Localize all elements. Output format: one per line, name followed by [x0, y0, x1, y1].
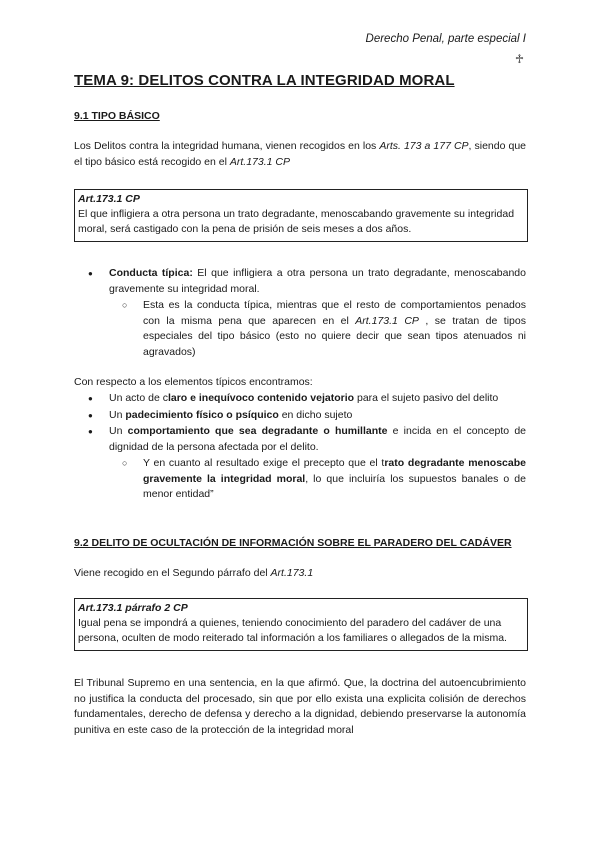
elements-list: [88, 391, 526, 504]
conducta-list: [88, 266, 526, 361]
list-item: ● Un acto de claro e inequívoco contenido vejatorio para el sujeto pasivo del delito: [88, 391, 526, 407]
closing-paragraph: El Tribunal Supremo en una sentencia, en la que afirmó. Que, la doctrina del autoencubrimiento no justifica la conducta del procesado, sin que por ello exista una explicita colisión de derechos fundamentales, derecho de defensa y derecho a la dignidad, debiendo preservarse la autonomía punitiva en este caso de la protección de la integridad moral: [74, 677, 526, 736]
list-item: ● Un padecimiento físico o psíquico en dicho sujeto: [88, 408, 526, 424]
section-9-2-intro: Viene recogido en el Segundo párrafo del Art.173.1: [74, 567, 314, 579]
article-box-173-1: [74, 189, 528, 242]
sub-list-item: ○ Y en cuanto al resultado exige el precepto que el trato degradante menoscabe gravemente la integridad moral, lo que incluiría los supuestos banales o de menor entidad”: [109, 456, 526, 503]
section-heading-9-1: 9.1 TIPO BÁSICO: [74, 110, 160, 122]
article-box-173-1-p2: [74, 598, 528, 651]
sub-list-item: ○ Esta es la conducta típica, mientras que el resto de comportamientos penados con la misma pena que aparecen en el Art.173.1 CP , se tratan de tipos especiales del tipo básico (esto no quiere decir que sean tipos atenuados ni agravados): [109, 298, 526, 360]
list-item: ● Conducta típica: El que infligiera a otra persona un trato degradante, menoscabando gravemente su integridad moral. ○ Esta es la conducta típica, mientras que el resto de comportamientos penados con la misma pena que aparecen en el Art.173.1 CP , se tratan de tipos especiales del tipo básico (esto no quiere decir que sean tipos atenuados ni agravados): [88, 266, 526, 360]
page-title: TEMA 9: DELITOS CONTRA LA INTEGRIDAD MORAL: [74, 72, 455, 89]
list-item: ● Un comportamiento que sea degradante o humillante e incida en el concepto de dignidad de la persona afectada por el delito. ○ Y en cuanto al resultado exige el precepto que el trato degradante menoscabe gravemente la integridad moral, lo que incluiría los supuestos banales o de menor entidad”: [88, 424, 526, 503]
article-box-title: Art.173.1 CP: [78, 193, 140, 205]
article-box-text: Igual pena se impondrá a quienes, teniendo conocimiento del paradero del cadáver de una persona, oculten de modo reiterado tal información a los familiares o allegados de la misma.: [78, 617, 507, 644]
section-heading-9-2: 9.2 DELITO DE OCULTACIÓN DE INFORMACIÓN SOBRE EL PARADERO DEL CADÁVER: [74, 537, 512, 549]
article-box-text: El que infligiera a otra persona un trato degradante, menoscabando gravemente su integridad moral, será castigado con la pena de prisión de seis meses a dos años.: [78, 208, 515, 235]
cross-mark: ♱: [514, 52, 524, 66]
running-header: Derecho Penal, parte especial I: [365, 33, 526, 45]
article-box-title: Art.173.1 párrafo 2 CP: [78, 602, 188, 614]
elements-intro: Con respecto a los elementos típicos encontramos:: [74, 376, 313, 388]
intro-paragraph: Los Delitos contra la integridad humana, vienen recogidos en los Arts. 173 a 177 CP, siendo que el tipo básico está recogido en el Art.173.1 CP: [74, 140, 527, 168]
